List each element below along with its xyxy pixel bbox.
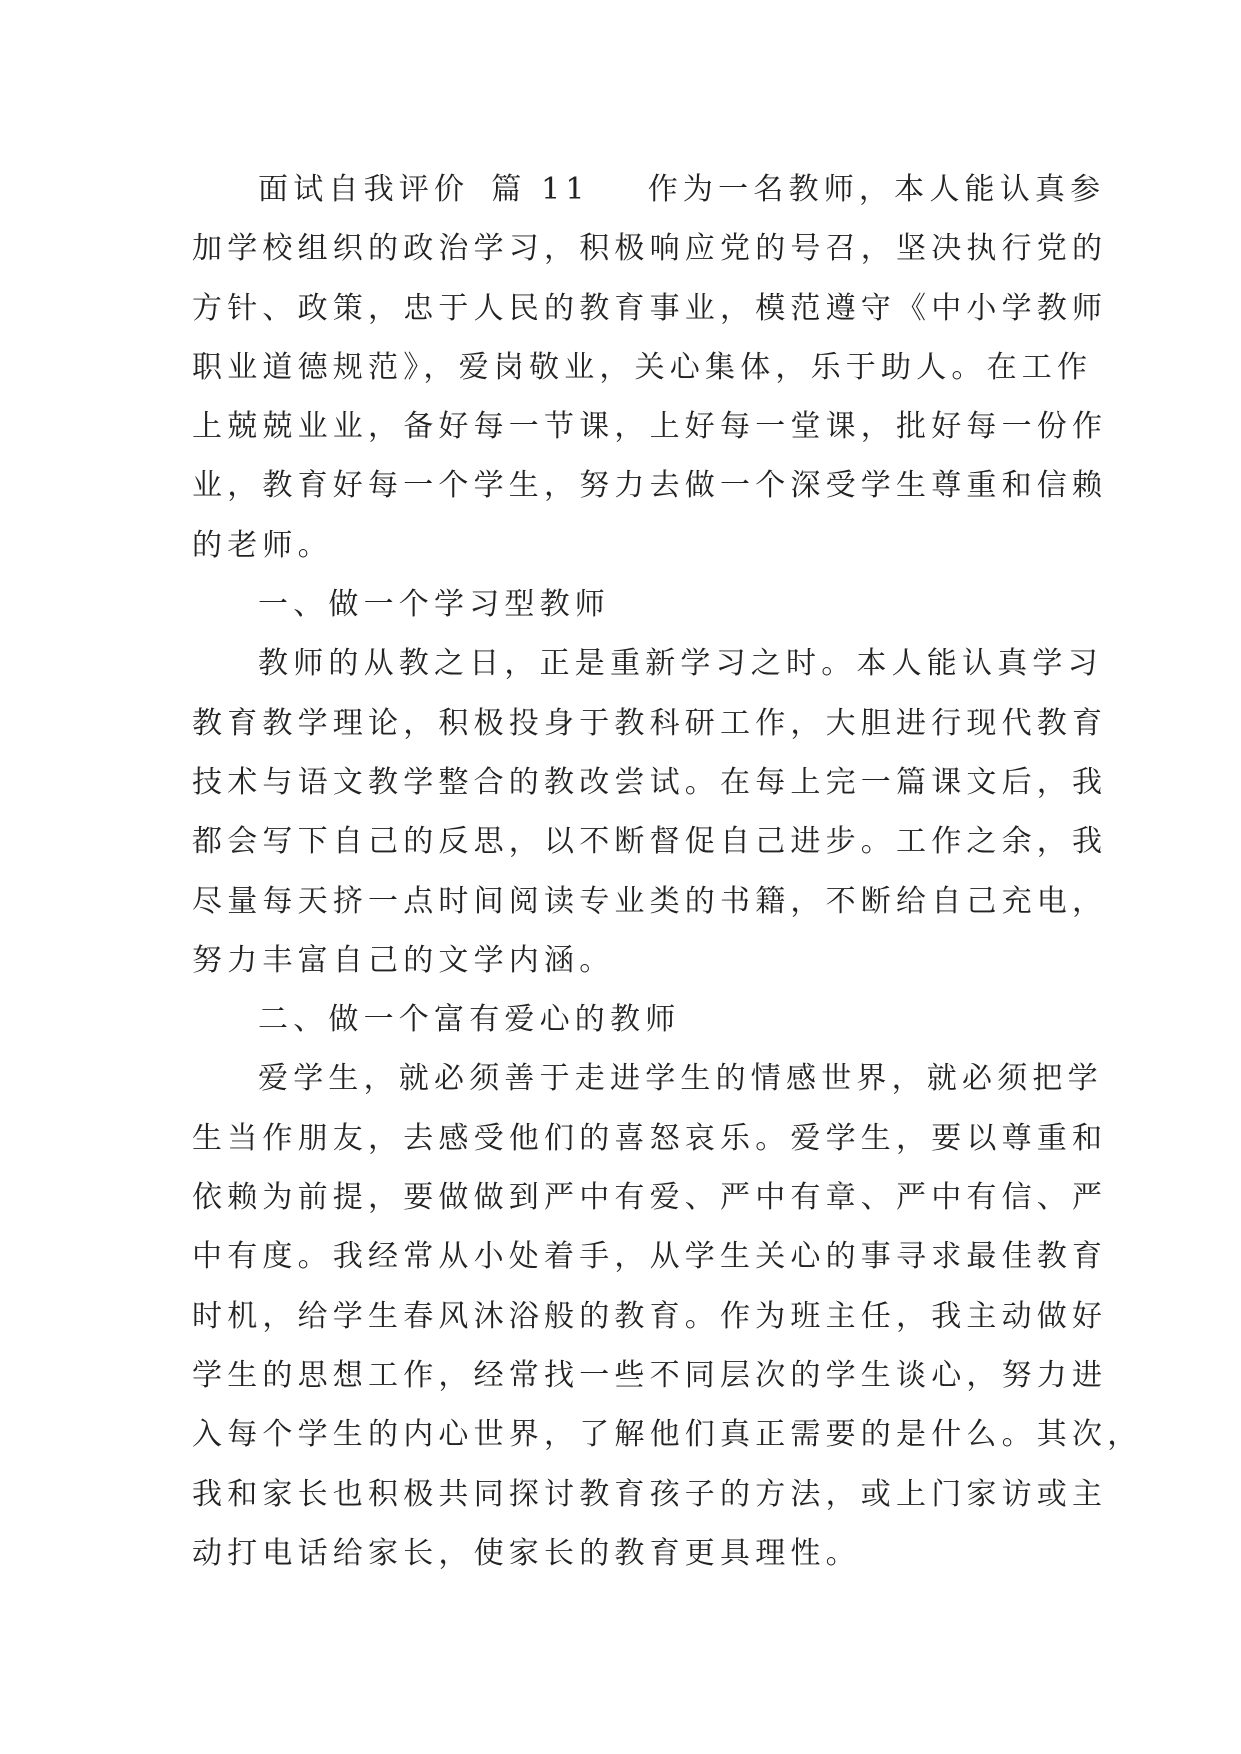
paragraph-line: 生当作朋友，去感受他们的喜怒哀乐。爱学生，要以尊重和 [192,1120,1108,1156]
paragraph-line: 教育教学理论，积极投身于教科研工作，大胆进行现代教育 [192,705,1108,741]
paragraph-text: 作为一名教师，本人能认真参 [647,172,1106,207]
paragraph-line: 教师的从教之日，正是重新学习之时。本人能认真学习 [258,646,1103,682]
paragraph-line: 职业道德规范》，爱岗敬业，关心集体，乐于助人。在工作 [192,349,1093,385]
paragraph-line: 业，教育好每一个学生，努力去做一个深受学生尊重和信赖 [192,468,1108,504]
paragraph-line: 时机，给学生春风沐浴般的教育。作为班主任，我主动做好 [192,1298,1108,1334]
paragraph-line: 努力丰富自己的文学内涵。 [192,942,615,978]
paragraph-line: 尽量每天挤一点时间阅读专业类的书籍，不断给自己充电， [192,883,1108,919]
paragraph-line: 技术与语文教学整合的教改尝试。在每上完一篇课文后，我 [192,764,1108,800]
document-body [192,160,1143,1583]
section-heading: 二、做一个富有爱心的教师 [258,1002,681,1038]
paragraph-line: 动打电话给家长，使家长的教育更具理性。 [192,1535,861,1571]
paragraph-line: 加学校组织的政治学习，积极响应党的号召，坚决执行党的 [192,231,1108,267]
paragraph-line: 上兢兢业业，备好每一节课，上好每一堂课，批好每一份作 [192,409,1108,445]
paragraph-line: 我和家长也积极共同探讨教育孩子的方法，或上门家访或主 [192,1476,1108,1512]
section-label: 篇 11 [491,172,590,207]
paragraph-line: 都会写下自己的反思，以不断督促自己进步。工作之余，我 [192,824,1108,860]
paragraph-line: 爱学生，就必须善于走进学生的情感世界，就必须把学 [258,1061,1103,1097]
document-title: 面试自我评价 [258,172,470,207]
paragraph-line: 入每个学生的内心世界，了解他们真正需要的是什么。其次， [192,1417,1143,1453]
paragraph-line: 学生的思想工作，经常找一些不同层次的学生谈心，努力进 [192,1357,1108,1393]
paragraph-line: 方针、政策，忠于人民的教育事业，模范遵守《中小学教师 [192,290,1108,326]
paragraph-line: 中有度。我经常从小处着手，从学生关心的事寻求最佳教育 [192,1239,1108,1275]
paragraph-line-heading [192,160,1106,219]
paragraph-line: 的老师。 [192,527,333,563]
section-heading: 一、做一个学习型教师 [258,587,610,623]
paragraph-line: 依赖为前提，要做做到严中有爱、严中有章、严中有信、严 [192,1180,1108,1216]
